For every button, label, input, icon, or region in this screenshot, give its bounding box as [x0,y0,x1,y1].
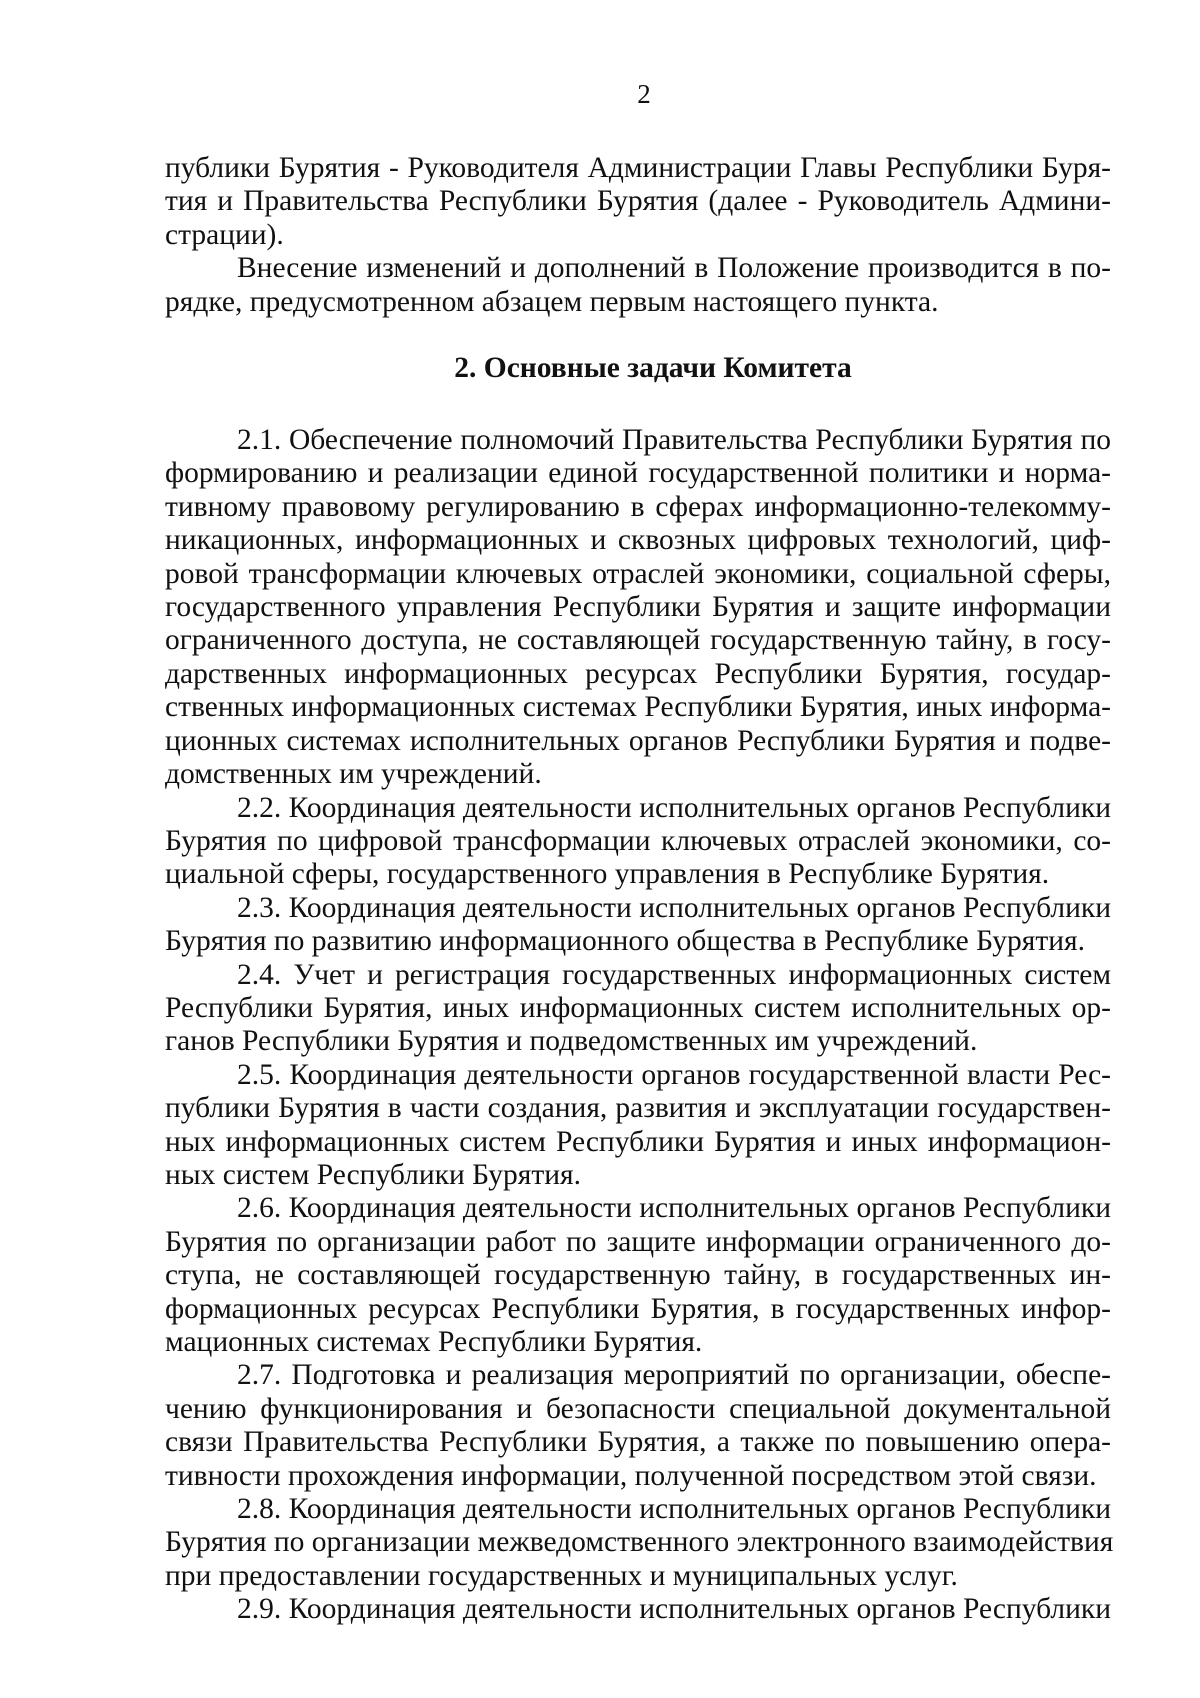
section-item [165,792,1111,892]
text-line: 2.9. Координация деятельности исполнительных органов Республики [237,1593,1111,1626]
section-item [165,1593,1111,1626]
text-line: 2.6. Координация деятельности исполнительных органов Республики [237,1192,1111,1225]
text-line: тивности прохождения информации, полученной посредством этой связи. [165,1459,1097,1492]
text-line: рядке, предусмотренном абзацем первым настоящего пункта. [165,285,939,318]
text-line: Внесение изменений и дополнений в Положение производится в по- [237,252,1111,285]
text-line: ных информационных систем Республики Бурятия и иных информацион- [165,1125,1111,1158]
text-line: дарственных информационных ресурсах Республики Бурятия, государ- [165,657,1111,690]
text-line: 2.3. Координация деятельности исполнительных органов Республики [237,891,1111,924]
text-line: никационных, информационных и сквозных цифровых технологий, циф- [165,524,1111,557]
text-line: Бурятия по организации работ по защите информации ограниченного до- [165,1225,1111,1258]
intro-text [165,152,1111,319]
text-line: мационных системах Республики Бурятия. [165,1326,703,1358]
text-line: тивному правовому регулированию в сферах информационно-телекомму- [165,490,1111,523]
text-line: 2.4. Учет и регистрация государственных информационных систем [237,958,1111,991]
text-line: 2.5. Координация деятельности органов государственной власти Рес- [237,1058,1111,1091]
text-line: ственных информационных системах Республики Бурятия, иных информа- [165,691,1111,724]
section-item [165,1359,1111,1493]
section-item [165,424,1111,791]
text-line: тия и Правительства Республики Бурятия (далее - Руководитель Админи- [165,185,1111,218]
text-line: Республики Бурятия, иных информационных систем исполнительных ор- [165,991,1111,1024]
text-line: 2.1. Обеспечение полномочий Правительства Республики Бурятия по [237,424,1111,457]
text-line: публики Бурятия в части создания, развития и эксплуатации государствен- [165,1092,1111,1125]
text-line: ступа, не составляющей государственную тайну, в государственных ин- [165,1259,1111,1292]
section-item [165,1192,1111,1359]
text-line: 2.2. Координация деятельности исполнительных органов Республики [237,791,1111,824]
section-items [165,424,1114,1627]
text-line: домственных им учреждений. [165,758,542,791]
text-line: формационных ресурсах Республики Бурятия, в государственных инфор- [165,1292,1111,1325]
text-line: ганов Республики Бурятия и подведомственных им учреждений. [165,1025,978,1058]
text-line: ограниченного доступа, не составляющей государственную тайну, в госу- [165,624,1111,657]
text-line: Бурятия по цифровой трансформации ключевых отраслей экономики, со- [165,824,1111,857]
text-line: чению функционирования и безопасности специальной документальной [165,1392,1111,1425]
text-line: государственного управления Республики Бурятия и защите информации [165,591,1111,624]
document-page [165,78,1114,1627]
section-item [165,1059,1111,1193]
section-item [165,959,1111,1059]
text-line: страции). [165,218,284,251]
text-line: Бурятия по развитию информационного общества в Республике Бурятия. [165,925,1085,958]
text-line: 2.7. Подготовка и реализация мероприятий по организации, обеспе- [237,1359,1111,1392]
page-number: 2 [637,79,651,109]
text-line: при предоставлении государственных и муниципальных услуг. [165,1559,958,1592]
text-line: формированию и реализации единой государственной политики и норма- [165,457,1111,490]
text-line: ционных системах исполнительных органов Республики Бурятия и подве- [165,724,1111,757]
text-line: циальной сферы, государственного управления в Республике Бурятия. [165,858,1050,891]
section-item [165,892,1111,959]
intro-paragraph [165,152,1111,252]
text-line: Бурятия по организации межведомственного электронного взаимодействия [165,1526,1114,1559]
text-line: ных систем Республики Бурятия. [165,1158,581,1191]
intro-paragraph [165,252,1111,319]
section-title: 2. Основные задачи Комитета [454,352,852,385]
text-line: 2.8. Координация деятельности исполнительных органов Республики [237,1493,1111,1526]
section-item [165,1493,1114,1593]
text-line: публики Бурятия - Руководителя Администрации Главы Республики Буря- [165,152,1111,184]
text-line: связи Правительства Республики Бурятия, а также по повышению опера- [165,1426,1111,1459]
text-line: ровой трансформации ключевых отраслей экономики, социальной сферы, [165,557,1111,590]
